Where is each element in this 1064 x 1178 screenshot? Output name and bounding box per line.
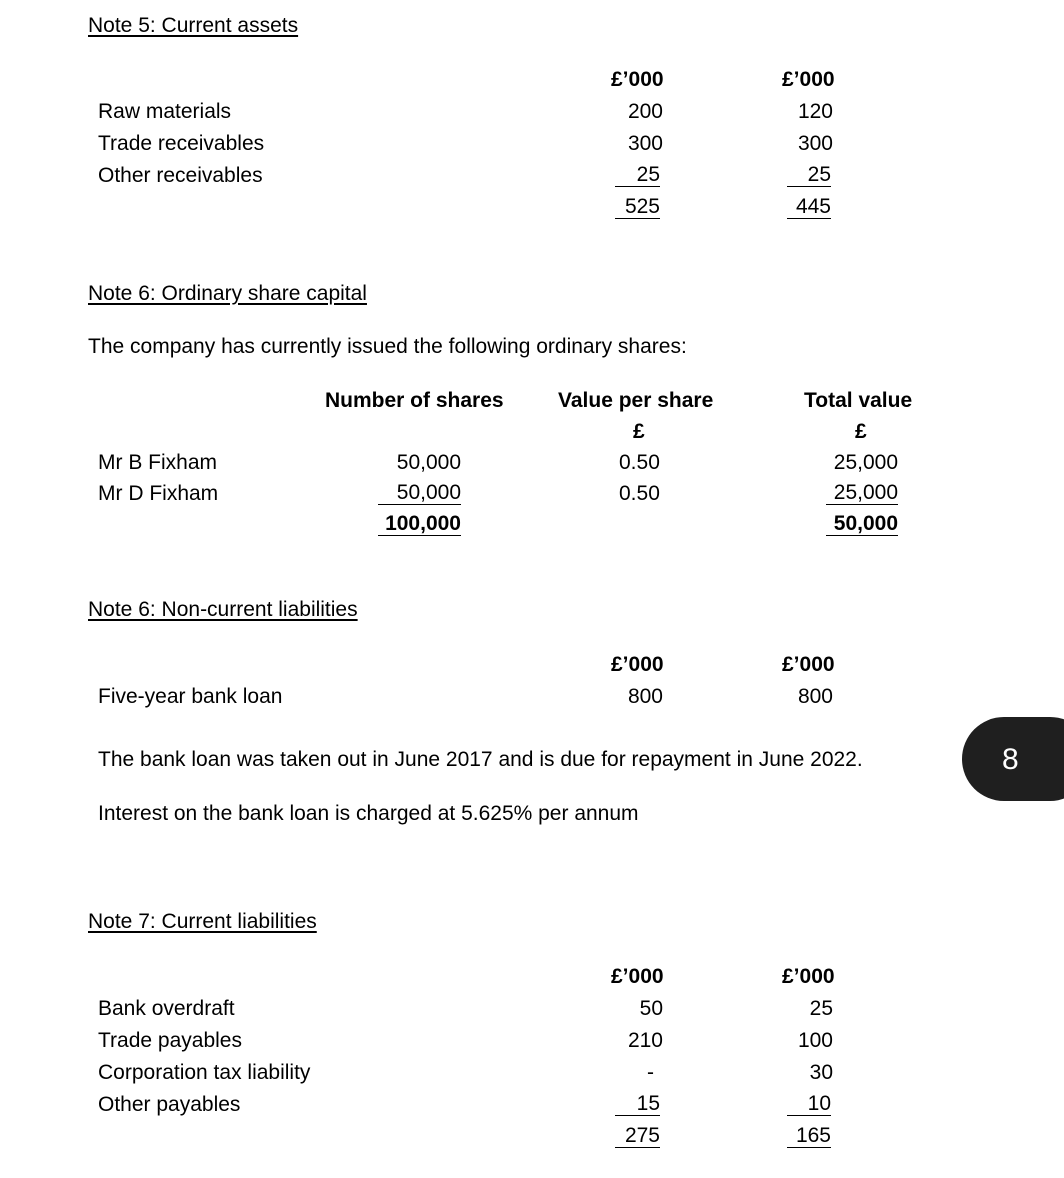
note6a-row-value: 0.50 <box>619 451 660 474</box>
note5-title: Note 5: Current assets <box>88 14 299 37</box>
note7-row-v1: - <box>647 1061 654 1084</box>
note7-total1: 275 <box>615 1125 660 1148</box>
note7-row-v2: 100 <box>797 1029 833 1052</box>
note6a-header-value: Value per share <box>558 389 714 412</box>
note6a-row-total: 25,000 <box>833 451 898 474</box>
note7-title: Note 7: Current liabilities <box>88 910 317 933</box>
note6a-title: Note 6: Ordinary share capital <box>88 282 367 305</box>
note7-col1-header: £’000 <box>611 965 664 988</box>
note7-row-label: Bank overdraft <box>98 997 235 1020</box>
note6a-header-total-unit: £ <box>855 420 867 443</box>
note6a-total-value: 50,000 <box>826 513 898 536</box>
note6b-text2: Interest on the bank loan is charged at 5.625% per annum <box>98 802 639 825</box>
note5-row-v2: 25 <box>787 164 831 187</box>
note6b-row-label: Five-year bank loan <box>98 685 283 708</box>
note7-row-v1: 50 <box>639 997 663 1020</box>
note5-row-v1: 300 <box>627 132 663 155</box>
note5-col1-header: £’000 <box>611 68 664 91</box>
note7-total2: 165 <box>787 1125 831 1148</box>
note6a-total-shares: 100,000 <box>378 513 461 536</box>
note6a-row-shares: 50,000 <box>378 482 461 505</box>
note5-row-v2: 300 <box>797 132 833 155</box>
note6a-intro: The company has currently issued the following ordinary shares: <box>88 335 687 358</box>
note6a-row-label: Mr D Fixham <box>98 482 219 505</box>
note6a-header-value-unit: £ <box>633 420 645 443</box>
note7-row-label: Trade payables <box>98 1029 242 1052</box>
note7-col2-header: £’000 <box>782 965 835 988</box>
page-number-badge[interactable] <box>962 717 1064 801</box>
note6b-title: Note 6: Non-current liabilities <box>88 598 358 621</box>
note6a-row-shares: 50,000 <box>396 451 461 474</box>
note7-row-label: Corporation tax liability <box>98 1061 311 1084</box>
note6b-text1: The bank loan was taken out in June 2017 and is due for repayment in June 2022. <box>98 748 863 771</box>
note7-row-v2: 10 <box>787 1093 831 1116</box>
note7-row-v2: 25 <box>809 997 833 1020</box>
note6a-row-label: Mr B Fixham <box>98 451 218 474</box>
page-number: 8 <box>1002 743 1019 776</box>
note5-total1: 525 <box>615 196 660 219</box>
note5-col2-header: £’000 <box>782 68 835 91</box>
note6b-v2: 800 <box>797 685 833 708</box>
note5-row-v1: 25 <box>615 164 660 187</box>
note7-row-v1: 15 <box>615 1093 660 1116</box>
note6a-header-shares: Number of shares <box>325 389 504 412</box>
note5-row-v2: 120 <box>797 100 833 123</box>
note5-row-label: Other receivables <box>98 164 263 187</box>
note5-row-label: Raw materials <box>98 100 232 123</box>
note6b-v1: 800 <box>627 685 663 708</box>
note7-row-label: Other payables <box>98 1093 241 1116</box>
note6a-row-total: 25,000 <box>826 482 898 505</box>
note5-total2: 445 <box>787 196 831 219</box>
note5-row-label: Trade receivables <box>98 132 265 155</box>
note5-row-v1: 200 <box>627 100 663 123</box>
note7-row-v2: 30 <box>809 1061 833 1084</box>
note6a-header-total: Total value <box>804 389 913 412</box>
note6b-col1-header: £’000 <box>611 653 664 676</box>
note7-row-v1: 210 <box>627 1029 663 1052</box>
note6a-row-value: 0.50 <box>619 482 660 505</box>
note6b-col2-header: £’000 <box>782 653 835 676</box>
